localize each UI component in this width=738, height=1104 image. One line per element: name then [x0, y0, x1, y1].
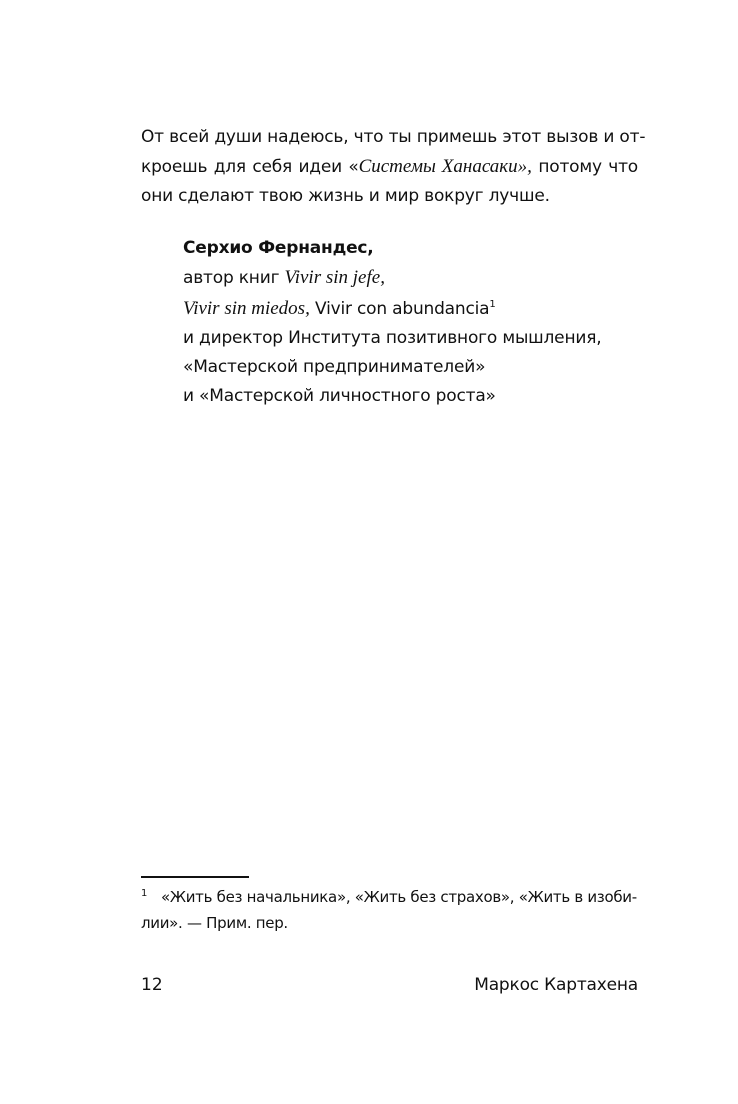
signature-books-line-1	[183, 263, 601, 293]
signature-role-1: и директор Института позитивного мышления,	[183, 327, 602, 348]
signature-block	[183, 234, 601, 412]
page-number: 12	[141, 975, 163, 995]
footnote-reference: 1	[489, 298, 496, 310]
book-title-3: Vivir con abundancia	[309, 298, 490, 319]
footnote	[141, 884, 638, 936]
paragraph-line-2-end: потому что	[531, 157, 638, 177]
running-footer-author: Маркос Картахена	[474, 975, 638, 995]
paragraph-line-2	[141, 152, 638, 182]
books-intro: автор книг	[183, 268, 285, 289]
closing-paragraph	[141, 123, 646, 211]
footnote-line-1: 1 «Жить без начальника», «Жить без страхов», «Жить в изоби-	[141, 888, 637, 906]
italic-book-title: Системы Ханасаки»,	[358, 156, 532, 177]
footnote-separator	[141, 876, 249, 878]
book-title-2: Vivir sin miedos,	[183, 297, 310, 319]
book-title-1: Vivir sin jefe,	[284, 267, 385, 289]
signature-role-2: «Мастерской предпринимателей»	[183, 357, 486, 378]
signature-role-3: и «Мастерской личностного роста»	[183, 386, 496, 407]
signature-name: Серхио Фернандес,	[183, 238, 374, 258]
footnote-text-1: «Жить без начальника», «Жить без страхов», «Жить в изоби-	[161, 888, 637, 906]
paragraph-line-1: От всей души надеюсь, что ты примешь этот вызов и от-	[141, 127, 646, 147]
paragraph-line-3: они сделают твою жизнь и мир вокруг лучше.	[141, 186, 550, 206]
footnote-line-2: лии». — Прим. пер.	[141, 914, 288, 932]
signature-books-line-2	[183, 294, 601, 324]
paragraph-line-2-start: кроешь для себя идеи «	[141, 157, 359, 177]
